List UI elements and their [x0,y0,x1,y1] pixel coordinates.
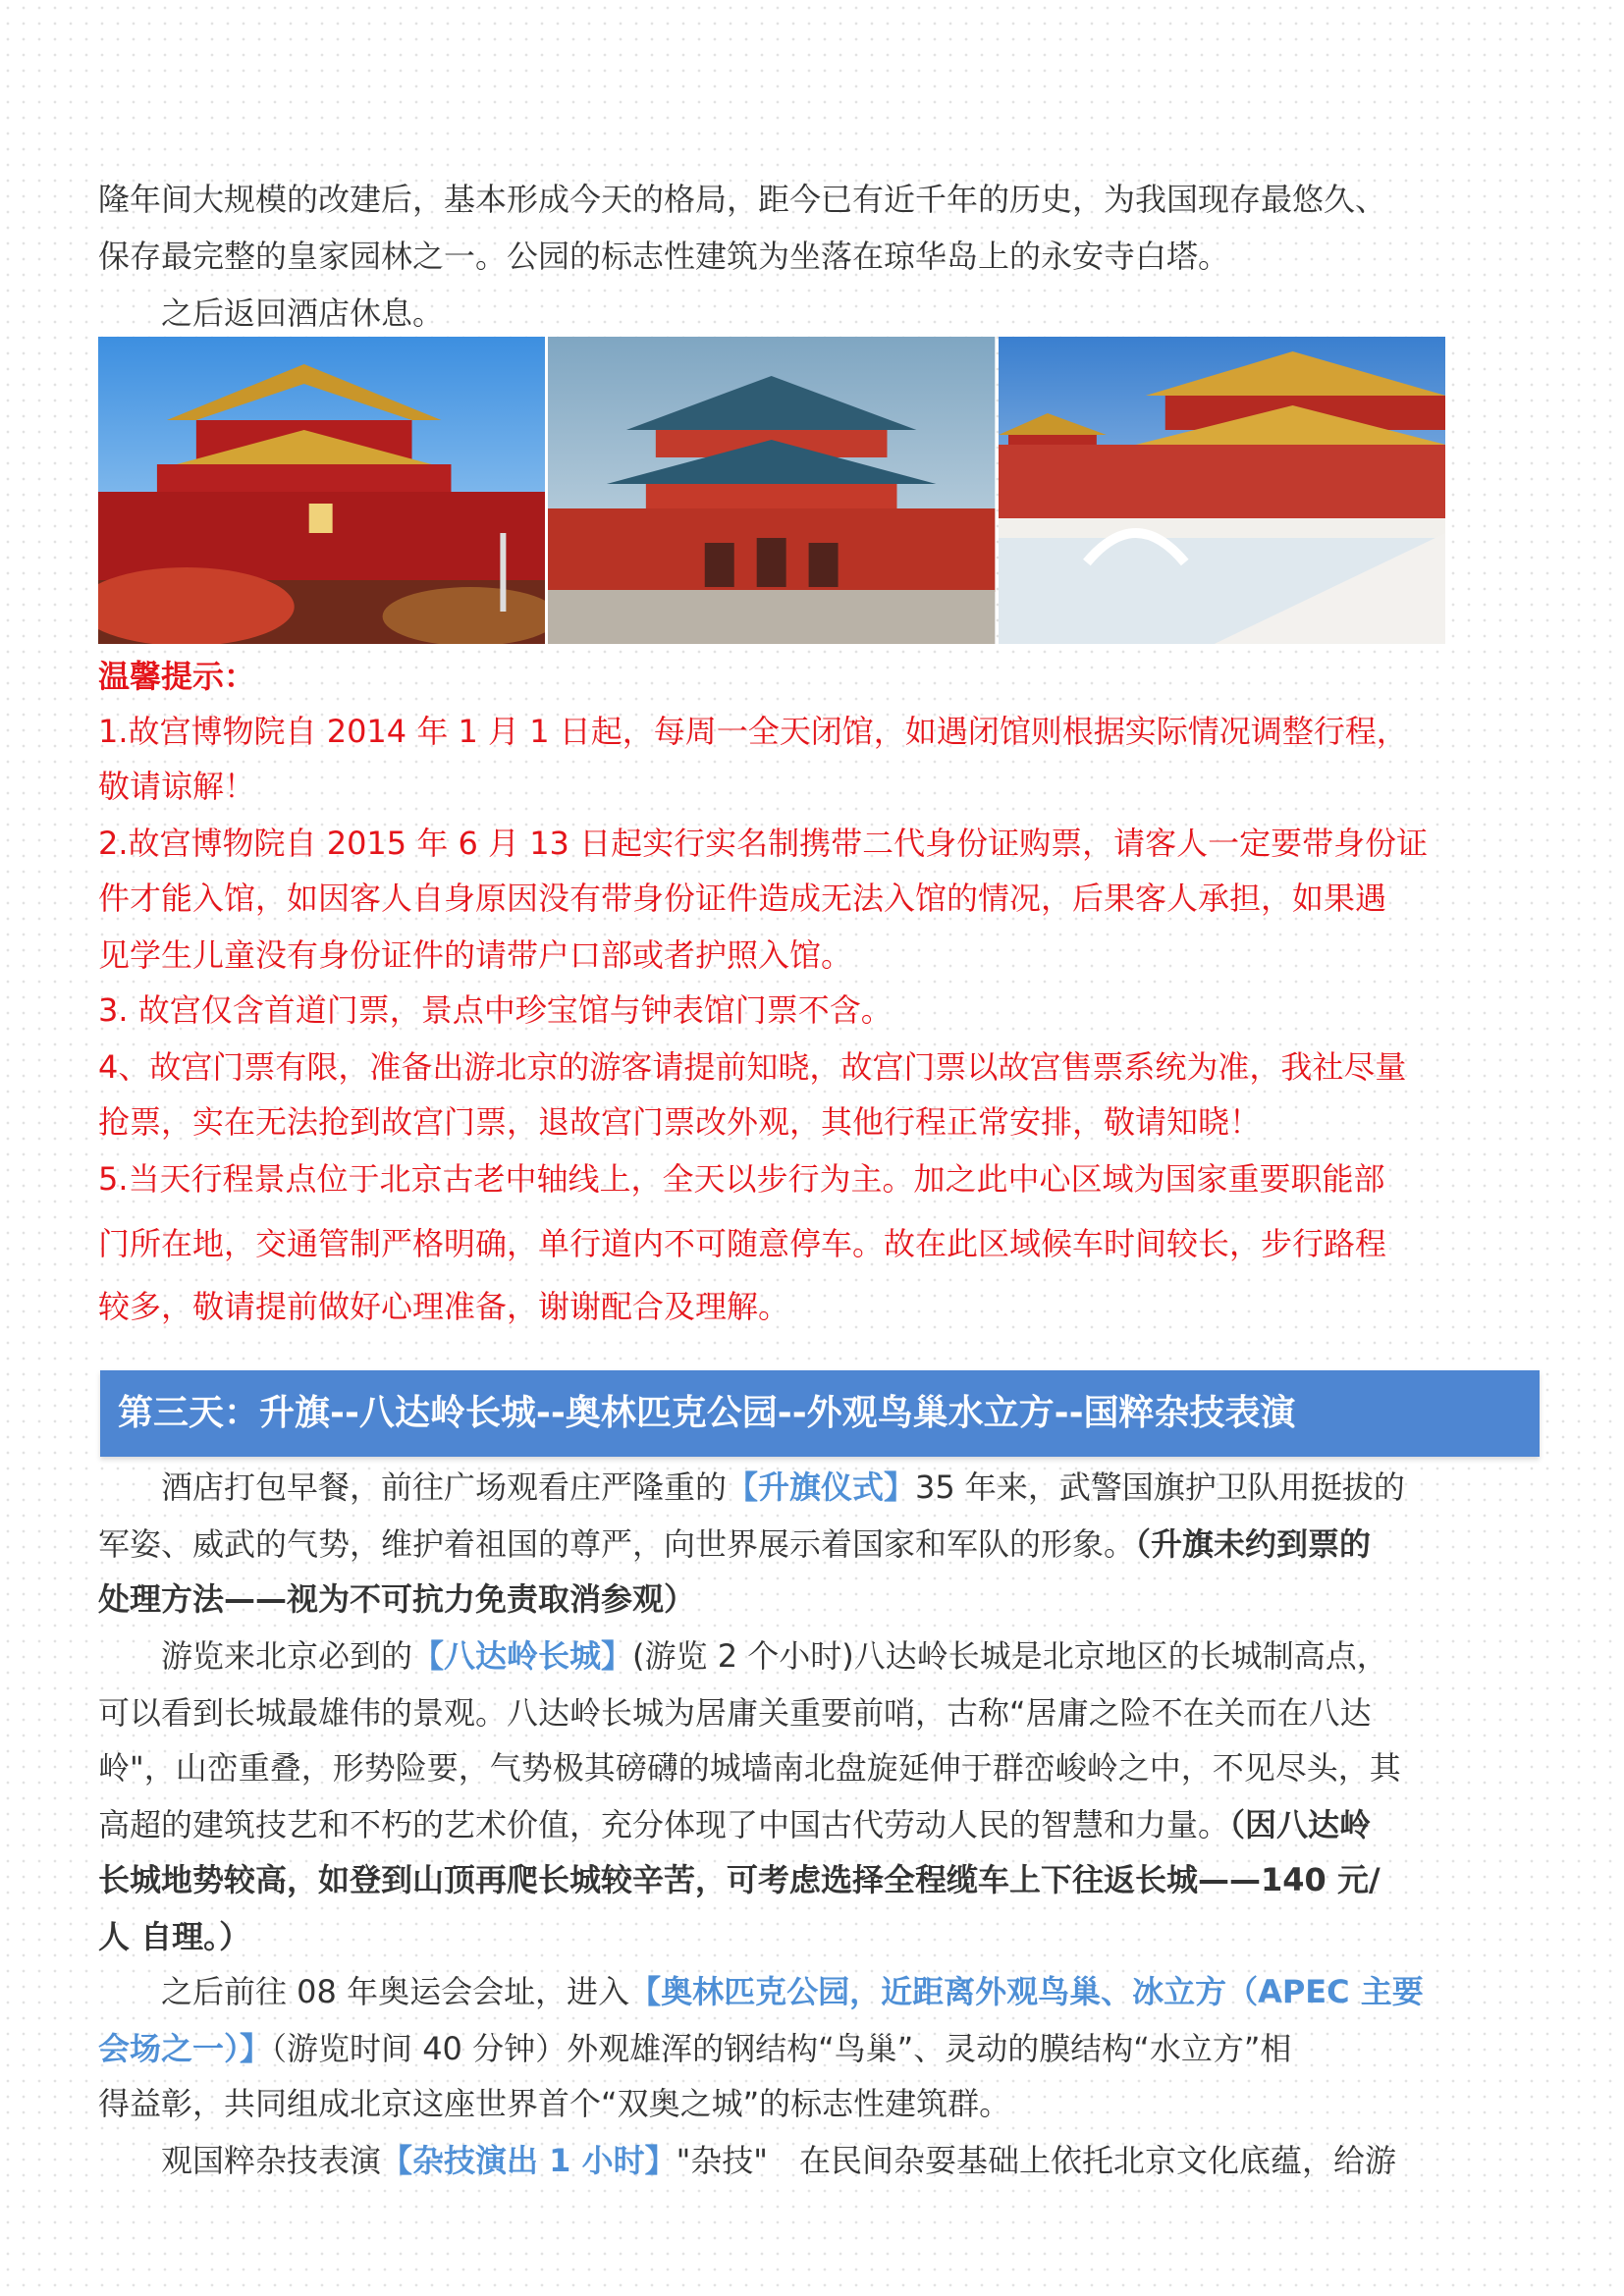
day3-p1-line1 [98,1459,1516,1516]
day3-p2-line3: 岭"，山峦重叠，形势险要，气势极其磅礴的城墙南北盘旋延伸于群峦峻岭之中，不见尽头，其 [98,1749,1401,1787]
day3-p3-line2 [98,2020,1453,2077]
day3-p2-line5: 长城地势较高，如登到山顶再爬长城较辛苦，可考虑选择全程缆车上下往返长城——140 元/ [98,1861,1380,1898]
note-line-4: 件才能入馆，如因客人自身原因没有带身份证件造成无法入馆的情况，后果客人承担，如果遇 [98,880,1387,917]
note-line-1: 1.故宫博物院自 2014 年 1 月 1 日起，每周一全天闭馆，如遇闭馆则根据实际情况调整行程， [98,713,1408,750]
flag-ceremony-highlight: 【升旗仪式】 [727,1468,916,1506]
meridian-gate-photo [999,337,1445,644]
notes-title: 温馨提示： [98,658,256,695]
day3-p2-line4 [98,1796,1453,1853]
day3-p1-line3: 处理方法——视为不可抗力免责取消参观） [98,1580,696,1618]
olympic-park-highlight: 【奥林匹克公园，近距离外观鸟巢、冰立方（APEC 主要 [629,1973,1424,2010]
text: 酒店打包早餐，前往广场观看庄严隆重的 [161,1468,728,1506]
tiananmen-photo [98,337,545,644]
text: 35 年来，武警国旗护卫队用挺拔的 [915,1468,1405,1506]
text: 军姿、威武的气势，维护着祖国的尊严，向世界展示着国家和军队的形象。 [98,1525,1136,1563]
text: （游览时间 40 分钟）外观雄浑的钢结构“鸟巢”、灵动的膜结构“水立方”相 [271,2030,1292,2067]
note-line-11: 较多，敬请提前做好心理准备，谢谢配合及理解。 [98,1288,790,1325]
text: 观国粹杂技表演 [161,2142,382,2179]
shenwu-gate-photo [548,337,995,644]
bold-note: （因八达岭 [1229,1806,1372,1843]
note-line-5: 见学生儿童没有身份证件的请带户口部或者护照入馆。 [98,936,853,974]
text: 游览来北京必到的 [161,1637,413,1675]
intro-line-2: 保存最完整的皇家园林之一。公园的标志性建筑为坐落在琼华岛上的永安寺白塔。 [98,238,1230,275]
photo-strip [98,337,1445,644]
great-wall-highlight: 【八达岭长城】 [412,1637,633,1675]
day3-p4-line1 [98,2132,1516,2189]
note-line-6: 3. 故宫仅含首道门票，景点中珍宝馆与钟表馆门票不含。 [98,991,893,1029]
intro-line-3: 之后返回酒店休息。 [161,294,445,332]
text: (游览 2 个小时)八达岭长城是北京地区的长城制高点， [632,1637,1388,1675]
text: "杂技" 在民间杂耍基础上依托北京文化底蕴，给游 [676,2142,1397,2179]
acrobatics-highlight: 【杂技演出 1 小时】 [381,2142,677,2179]
olympic-park-highlight-cont: 会场之一）】 [98,2030,272,2067]
day3-p3-line1 [98,1963,1516,2020]
note-line-3: 2.故宫博物院自 2015 年 6 月 13 日起实行实名制携带二代身份证购票，请客人一定要带身份证 [98,825,1429,862]
note-line-8: 抢票，实在无法抢到故宫门票，退故宫门票改外观，其他行程正常安排，敬请知晓！ [98,1103,1262,1141]
day3-p1-line2 [98,1516,1453,1573]
note-line-2: 敬请谅解！ [98,768,256,805]
text: 之后前往 08 年奥运会会址，进入 [161,1973,630,2010]
intro-line-1: 隆年间大规模的改建后，基本形成今天的格局，距今已有近千年的历史，为我国现存最悠久、 [98,181,1387,218]
bold-note: （升旗未约到票的 [1135,1525,1372,1563]
day3-p3-line3: 得益彰，共同组成北京这座世界首个“双奥之城”的标志性建筑群。 [98,2085,1011,2122]
day3-p2-line2: 可以看到长城最雄伟的景观。八达岭长城为居庸关重要前哨，古称“居庸之险不在关而在八达 [98,1694,1372,1732]
text: 高超的建筑技艺和不朽的艺术价值，充分体现了中国古代劳动人民的智慧和力量。 [98,1806,1230,1843]
day3-p2-line6: 人 自理。） [98,1918,251,1955]
note-line-9: 5.当天行程景点位于北京古老中轴线上，全天以步行为主。加之此中心区域为国家重要职能部 [98,1160,1385,1198]
note-line-10: 门所在地，交通管制严格明确，单行道内不可随意停车。故在此区域候车时间较长，步行路程 [98,1225,1387,1262]
note-line-7: 4、故宫门票有限，准备出游北京的游客请提前知晓，故宫门票以故宫售票系统为准，我社尽量 [98,1048,1407,1086]
day3-banner: 第三天：升旗--八达岭长城--奥林匹克公园--外观鸟巢水立方--国粹杂技表演 [100,1370,1540,1457]
day3-p2-line1 [98,1628,1516,1684]
